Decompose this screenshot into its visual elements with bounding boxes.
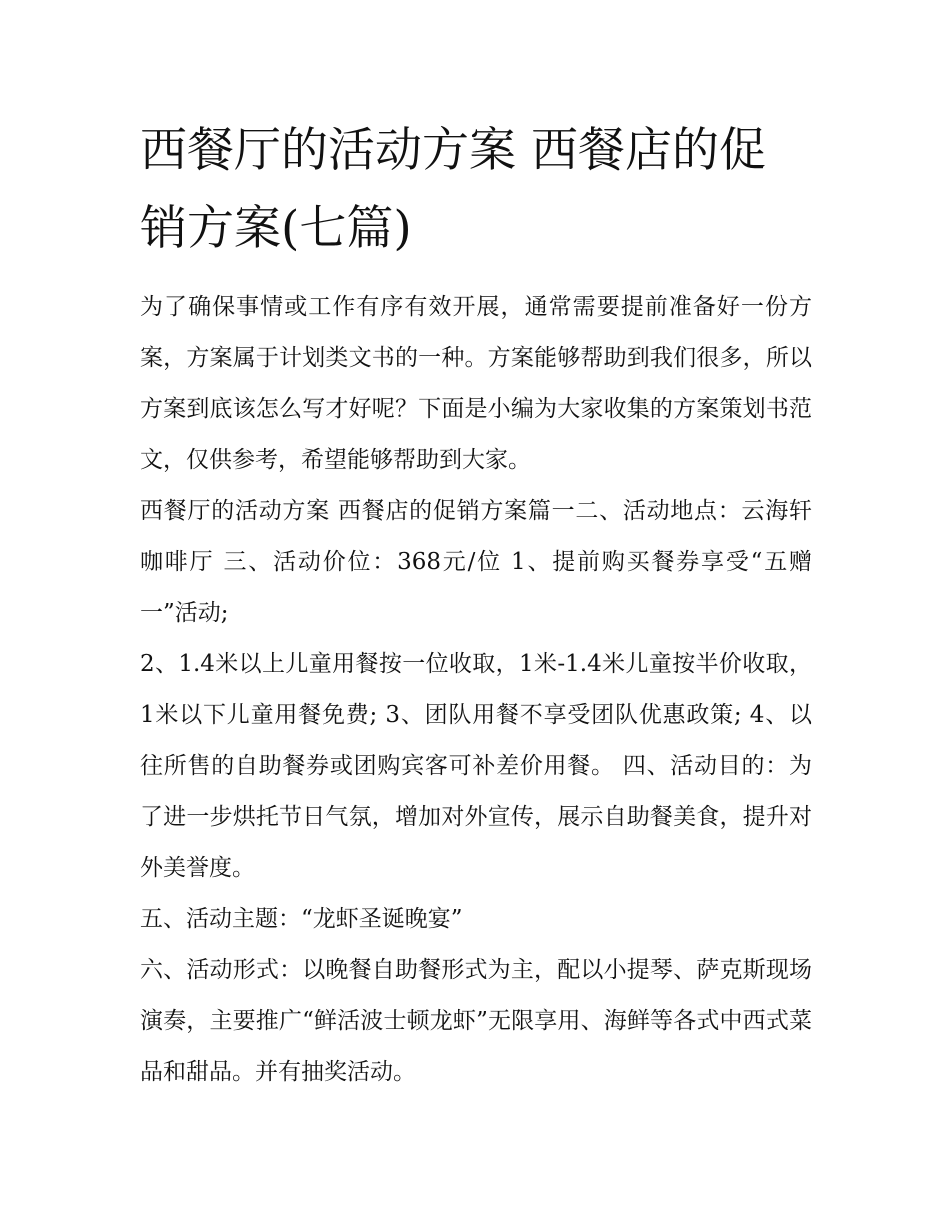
rules-purpose-paragraph: 2、1.4米以上儿童用餐按一位收取，1米-1.4米儿童按半价收取，1米以下儿童用餐免费; 3、团队用餐不享受团队优惠政策; 4、以往所售的自助餐券或团购宾客可补差价用餐。 四、活动目的：为了进一步烘托节日气氛，增加对外宣传，展示自助餐美食，提升对外美誉度。 <box>140 651 812 881</box>
format-paragraph: 六、活动形式：以晚餐自助餐形式为主，配以小提琴、萨克斯现场演奏，主要推广“鲜活波士顿龙虾”无限享用、海鲜等各式中西式菜品和甜品。并有抽奖活动。 <box>140 957 812 1085</box>
theme-paragraph: 五、活动主题：“龙虾圣诞晚宴” <box>140 906 463 932</box>
document-title: 西餐厅的活动方案 西餐店的促销方案(七篇) <box>140 123 766 256</box>
location-price-paragraph: 西餐厅的活动方案 西餐店的促销方案篇一二、活动地点：云海轩咖啡厅 三、活动价位：368元/位 1、提前购买餐券享受“五赠一”活动; <box>140 498 812 626</box>
document-page <box>140 112 812 1098</box>
intro-paragraph: 为了确保事情或工作有序有效开展，通常需要提前准备好一份方案，方案属于计划类文书的一种。方案能够帮助到我们很多，所以方案到底该怎么写才好呢？下面是小编为大家收集的方案策划书范文，仅供参考，希望能够帮助到大家。 <box>140 294 812 473</box>
